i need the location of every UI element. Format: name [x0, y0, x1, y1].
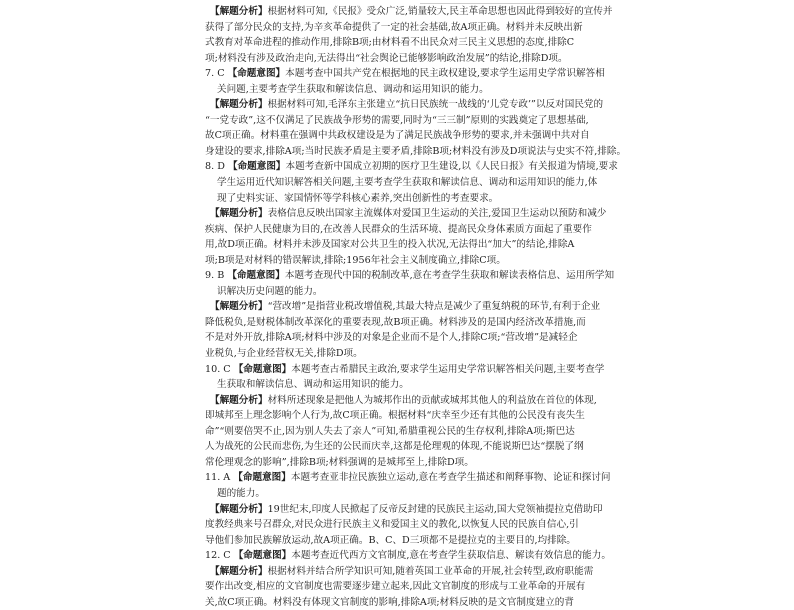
- text-line: [205, 548, 626, 564]
- text-line: [205, 408, 626, 424]
- section-tag: 【解题分析】: [210, 208, 268, 220]
- text-line: [205, 579, 626, 595]
- line-text: 式教育对革命进程的推动作用,排除B项;由材料看不出民众对三民主义思想的态度,排除C: [205, 37, 575, 49]
- text-line: [205, 175, 626, 191]
- line-text: 本题考查古希腊民主政治,要求学生运用史学常识解答相关问题,主要考查学: [291, 363, 605, 375]
- line-text: 题的能力。: [217, 487, 265, 499]
- line-text: “一党专政”,这不仅满足了民族战争形势的需要,同时为“三三制”原则的实践奠定了思想基础,: [205, 114, 589, 126]
- text-line: [205, 97, 626, 113]
- section-tag: 【命题意图】: [233, 363, 292, 375]
- line-text: 业税负,与企业经营权无关,排除D项。: [205, 348, 363, 360]
- text-line: [205, 362, 626, 378]
- line-text: 即城邦至上理念影响个人行为,故C项正确。根据材料“庆幸至少还有其他的公民没有丧失生: [205, 410, 585, 422]
- text-line: [205, 66, 626, 82]
- text-line: [205, 253, 626, 269]
- line-text: 根据材料并结合所学知识可知,随着英国工业革命的开展,社会转型,政府职能需: [267, 565, 594, 577]
- text-line: [205, 82, 626, 98]
- answer-item-12: [205, 548, 626, 610]
- section-tag: 【命题意图】: [227, 68, 286, 80]
- question-number: 12. C: [205, 550, 234, 562]
- line-text: 疾病、保护人民健康为目的,在改善人民群众的生活环境、提高民众身体素质方面起了重要作: [205, 223, 592, 235]
- line-text: 根据材料可知,《民报》受众广泛,销量较大,民主革命思想也因此得到较好的宣传并: [267, 6, 613, 17]
- text-line: [205, 424, 626, 440]
- text-line: [205, 330, 626, 346]
- text-line: [205, 159, 626, 175]
- section-tag: 【解题分析】: [210, 503, 268, 515]
- answer-item-8: [205, 159, 626, 268]
- section-tag: 【命题意图】: [233, 550, 292, 562]
- text-line: [205, 284, 626, 300]
- line-text: 导他们参加民族解放运动,故A项正确。B、C、D三项都不是提拉克的主要目的,均排除。: [205, 534, 576, 546]
- text-line: [205, 128, 626, 144]
- section-tag: 【解题分析】: [210, 301, 268, 313]
- line-text: 关,故C项正确。材料没有体现文官制度的影响,排除A项;材料反映的是文官制度建立的背: [205, 596, 574, 608]
- answer-item-10: [205, 362, 626, 471]
- question-number: 8. D: [205, 161, 228, 173]
- text-line: [205, 486, 626, 502]
- line-text: 关问题,主要考查学生获取和解读信息、调动和运用知识的能力。: [217, 83, 489, 95]
- section-tag: 【解题分析】: [210, 99, 268, 111]
- line-text: 获得了部分民众的支持,为辛亥革命提供了一定的社会基础,故A项正确。材料并未反映出新: [205, 21, 583, 33]
- question-number: 7. C: [205, 68, 228, 80]
- text-line: [205, 517, 626, 533]
- line-text: 本题考查亚非拉民族独立运动,意在考查学生描述和阐释事物、论证和探讨问: [290, 472, 611, 484]
- section-tag: 【解题分析】: [210, 6, 268, 17]
- answer-item-11: [205, 470, 626, 548]
- text-line: [205, 144, 626, 160]
- text-line: [205, 455, 626, 471]
- text-line: [205, 51, 626, 67]
- question-number: 11. A: [205, 472, 234, 484]
- line-text: 项;B项是对材料的错误解读,排除;1956年社会主义制度确立,排除C项。: [205, 254, 506, 266]
- line-text: 不是对外开放,排除A项;材料中涉及的对象是企业而不是个人,排除C项;“营改增”是减轻企: [205, 332, 578, 344]
- line-text: 要作出改变,相应的文官制度也需要逐步建立起来,因此文官制度的形成与工业革命的开展有: [205, 581, 586, 593]
- text-line: [205, 502, 626, 518]
- section-tag: 【解题分析】: [210, 565, 268, 577]
- line-text: 用,故D项正确。材料并未涉及国家对公共卫生的投入状况,无法得出“加大”的结论,排除A: [205, 239, 575, 251]
- text-line: [205, 20, 626, 36]
- answer-item-6-cont: [205, 4, 626, 66]
- line-text: 本题考查新中国成立初期的医疗卫生建设,以《人民日报》有关报道为情境,要求: [285, 161, 618, 173]
- text-line: [205, 595, 626, 610]
- text-line: [205, 4, 626, 20]
- line-text: 常伦理观念的影响”,排除B项;材料强调的是城邦至上,排除D项。: [205, 456, 474, 468]
- section-tag: 【命题意图】: [227, 161, 286, 173]
- answer-content: [205, 4, 626, 610]
- line-text: 人为战死的公民而悲伤,为生还的公民而庆幸,这都是伦理观的体现,不能说斯巴达“摆脱了纲: [205, 441, 584, 453]
- line-text: 身建设的要求,排除A项;当时民族矛盾是主要矛盾,排除B项;材料没有涉及D项说法与史实不符,排除。: [205, 145, 626, 157]
- line-text: 度教经典来号召群众,对民众进行民族主义和爱国主义的教化,以恢复人民的民族自信心,引: [205, 519, 579, 531]
- line-text: 本题考查现代中国的税制改革,意在考查学生获取和解读表格信息、运用所学知: [284, 270, 615, 282]
- line-text: 项;材料没有涉及政治走向,无法得出“社会舆论已能够影响政治发展”的结论,排除D项。: [205, 52, 568, 64]
- line-text: 识解决历史问题的能力。: [217, 285, 323, 297]
- line-text: 本题考查中国共产党在根据地的民主政权建设,要求学生运用史学常识解答相: [285, 68, 605, 80]
- top-divider: [420, 3, 570, 4]
- text-line: [205, 222, 626, 238]
- section-tag: 【命题意图】: [227, 270, 285, 282]
- text-line: [205, 439, 626, 455]
- text-line: [205, 393, 626, 409]
- text-line: [205, 191, 626, 207]
- text-line: [205, 35, 626, 51]
- answer-item-7: [205, 66, 626, 159]
- question-number: 9. B: [205, 270, 228, 282]
- text-line: [205, 533, 626, 549]
- answer-item-9: [205, 268, 626, 361]
- line-text: 生获取和解读信息、调动和运用知识的能力。: [217, 379, 409, 391]
- line-text: 降低税负,是财税体制改革深化的重要表现,故B项正确。材料涉及的是国内经济改革措施,而: [205, 316, 586, 328]
- section-tag: 【解题分析】: [210, 394, 268, 406]
- line-text: 材料所述现象是把他人为城邦作出的贡献或城邦其他人的利益放在首位的体现,: [267, 394, 597, 406]
- question-number: 10. C: [205, 363, 234, 375]
- text-line: [205, 206, 626, 222]
- text-line: [205, 377, 626, 393]
- line-text: 根据材料可知,毛泽东主张建立“抗日民族统一战线的‘儿党专政’”以反对国民党的: [267, 99, 604, 111]
- line-text: “营改增”是指营业税改增值税,其最大特点是减少了重复纳税的环节,有利于企业: [267, 301, 601, 313]
- text-line: [205, 470, 626, 486]
- line-text: 学生运用近代知识解答相关问题,主要考查学生获取和解读信息、调动和运用知识的能力,体: [217, 177, 598, 189]
- text-line: [205, 346, 626, 362]
- text-line: [205, 299, 626, 315]
- section-tag: 【命题意图】: [233, 472, 291, 484]
- text-line: [205, 315, 626, 331]
- line-text: 本题考查近代西方文官制度,意在考查学生获取信息、解读有效信息的能力。: [291, 550, 611, 562]
- line-text: 19世纪末,印度人民掀起了反帝反封建的民族民主运动,国大党领袖提拉克借助印: [267, 503, 603, 515]
- text-line: [205, 268, 626, 284]
- text-line: [205, 113, 626, 129]
- text-line: [205, 237, 626, 253]
- text-line: [205, 564, 626, 580]
- line-text: 现了史料实证、家国情怀等学科核心素养,突出创新性的考查要求。: [217, 192, 499, 204]
- line-text: 故C项正确。材料重在强调中共政权建设是为了满足民族战争形势的要求,并未强调中共对自: [205, 130, 590, 142]
- line-text: 表格信息反映出国家主流媒体对爱国卫生运动的关注,爱国卫生运动以预防和减少: [267, 208, 607, 220]
- line-text: 命”“则要倍哭不止,因为别人失去了亲人”可知,希腊重视公民的生存权利,排除A项;斯巴达: [205, 425, 575, 437]
